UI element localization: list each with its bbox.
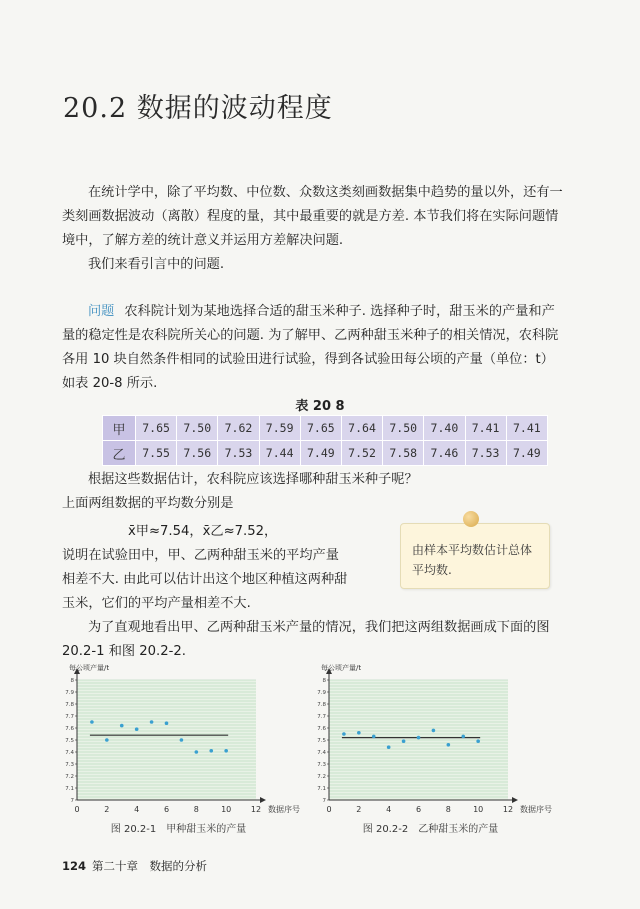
table-row-label: 甲 — [103, 416, 136, 441]
data-point — [150, 720, 154, 724]
x-tick-label: 6 — [415, 805, 422, 814]
table-cell: 7.65 — [136, 416, 177, 441]
x-axis-arrow-icon — [260, 797, 266, 803]
table-cell: 7.50 — [383, 416, 424, 441]
table-cell: 7.49 — [506, 441, 547, 466]
data-point — [342, 732, 346, 736]
table-cell: 7.55 — [136, 441, 177, 466]
x-tick-label: 8 — [193, 805, 199, 814]
data-point — [402, 739, 406, 743]
x-axis-arrow-icon — [512, 797, 518, 803]
data-point — [461, 735, 465, 739]
table-title: 表 20 8 — [295, 399, 345, 414]
y-tick-label: 7.5 — [317, 738, 326, 744]
y-axis-label: 每公顷产量/t — [69, 664, 110, 672]
x-tick-label: 4 — [134, 805, 140, 814]
y-tick-label: 7.9 — [65, 690, 74, 696]
y-tick-label: 7.6 — [65, 726, 74, 732]
conclusion-line-1: 说明在试验田中，甲、乙两种甜玉米的平均产量 — [62, 548, 339, 563]
data-point — [447, 743, 451, 747]
data-point — [195, 750, 199, 754]
chapter-title: 第二十章 数据的分析 — [92, 859, 208, 873]
y-tick-label: 7.6 — [317, 726, 326, 732]
table-cell: 7.41 — [506, 416, 547, 441]
y-tick-label: 7.8 — [65, 702, 74, 708]
data-point — [165, 721, 169, 725]
x-tick-label: 6 — [163, 805, 170, 814]
table-cell: 7.56 — [177, 441, 218, 466]
problem-text: 农科院计划为某地选择合适的甜玉米种子. 选择种子时，甜玉米的产量和产量的稳定性是农科院所关心的问题. 为了解甲、乙两种甜玉米种子的相关情况，农科院各用 10 块自然条件相同的试验田进行试验，得到各试验田每公顷的产量（单位：t）如表 20-8 所示. — [62, 304, 559, 391]
table-cell: 7.59 — [259, 416, 300, 441]
problem-tag: 问题 — [88, 304, 115, 319]
y-tick-label: 7.2 — [317, 774, 326, 780]
page-number: 124 — [62, 859, 87, 873]
mean-formula: x̄甲≈7.54，x̄乙≈7.52， — [128, 524, 278, 539]
x-tick-label: 10 — [473, 805, 484, 814]
y-tick-label: 8 — [322, 678, 326, 684]
page-footer — [62, 858, 207, 874]
table-cell: 7.58 — [383, 441, 424, 466]
y-tick-label: 7.3 — [65, 762, 74, 768]
table-cell: 7.52 — [341, 441, 382, 466]
conclusion-line-3: 玉米，它们的平均产量相差不大. — [62, 596, 251, 611]
table-cell: 7.50 — [177, 416, 218, 441]
x-tick-label: 0 — [326, 805, 332, 814]
y-tick-label: 7.1 — [317, 786, 326, 792]
y-tick-label: 7.3 — [317, 762, 326, 768]
y-tick-label: 7.7 — [317, 714, 326, 720]
question-line: 根据这些数据估计，农科院应该选择哪种甜玉米种子呢？ — [88, 472, 418, 487]
data-point — [372, 735, 376, 739]
y-tick-label: 7.9 — [317, 690, 326, 696]
x-axis-label: 数据序号 — [520, 805, 552, 814]
problem-paragraph — [62, 300, 567, 396]
y-tick-label: 7.7 — [65, 714, 74, 720]
chart-caption: 图 20.2-2 乙种甜玉米的产量 — [362, 824, 499, 835]
y-tick-label: 8 — [70, 678, 74, 684]
table-cell: 7.65 — [300, 416, 341, 441]
x-tick-label: 10 — [221, 805, 232, 814]
table-cell: 7.41 — [465, 416, 506, 441]
data-point — [105, 738, 109, 742]
table-cell: 7.64 — [341, 416, 382, 441]
table-row — [103, 416, 548, 441]
x-tick-label: 12 — [502, 805, 514, 814]
scatter-chart-1 — [60, 662, 320, 847]
y-tick-label: 7.4 — [65, 750, 74, 756]
yield-table — [102, 415, 548, 466]
y-tick-label: 7 — [70, 798, 74, 804]
x-tick-label: 0 — [74, 805, 80, 814]
table-cell: 7.44 — [259, 441, 300, 466]
y-tick-label: 7.1 — [65, 786, 74, 792]
table-cell: 7.49 — [300, 441, 341, 466]
chart-caption: 图 20.2-1 甲种甜玉米的产量 — [110, 824, 247, 835]
x-axis-label: 数据序号 — [268, 805, 300, 814]
y-tick-label: 7.8 — [317, 702, 326, 708]
section-title: 20.2 数据的波动程度 — [63, 93, 333, 124]
data-point — [476, 739, 480, 743]
y-tick-label: 7.4 — [317, 750, 326, 756]
y-tick-label: 7.5 — [65, 738, 74, 744]
conclusion-line-2: 相差不大. 由此可以估计出这个地区种植这两种甜 — [62, 572, 348, 587]
table-row — [103, 441, 548, 466]
table-cell: 7.46 — [424, 441, 465, 466]
data-point — [432, 729, 436, 733]
x-tick-label: 2 — [356, 805, 362, 814]
table-row-label: 乙 — [103, 441, 136, 466]
data-point — [417, 736, 421, 740]
x-tick-label: 4 — [386, 805, 392, 814]
mean-intro: 上面两组数据的平均数分别是 — [62, 496, 234, 511]
table-cell: 7.53 — [465, 441, 506, 466]
margin-note-text: 由样本平均数估计总体平均数. — [412, 543, 533, 577]
intro-paragraph: 在统计学中，除了平均数、中位数、众数这类刻画数据集中趋势的量以外，还有一类刻画数据波动（离散）程度的量，其中最重要的就是方差. 本节我们将在实际问题情境中，了解方差的统计意义并运用方差解决问题. — [62, 185, 563, 248]
data-point — [180, 738, 184, 742]
data-point — [224, 749, 228, 753]
y-tick-label: 7.2 — [65, 774, 74, 780]
data-point — [120, 724, 124, 728]
table-cell: 7.53 — [218, 441, 259, 466]
data-point — [135, 727, 139, 731]
x-tick-label: 12 — [250, 805, 262, 814]
data-point — [357, 731, 361, 735]
scatter-chart-2 — [312, 662, 572, 847]
data-point — [90, 720, 94, 724]
x-tick-label: 8 — [445, 805, 451, 814]
data-point — [387, 745, 391, 749]
intro-followup: 我们来看引言中的问题. — [88, 257, 225, 272]
data-point — [209, 749, 213, 753]
table-cell: 7.40 — [424, 416, 465, 441]
table-cell: 7.62 — [218, 416, 259, 441]
y-tick-label: 7 — [322, 798, 326, 804]
x-tick-label: 2 — [104, 805, 110, 814]
y-axis-label: 每公顷产量/t — [321, 664, 362, 672]
chart-intro-paragraph: 为了直观地看出甲、乙两种甜玉米产量的情况，我们把这两组数据画成下面的图 20.2-1 和图 20.2-2. — [62, 620, 550, 659]
pin-icon — [463, 511, 479, 527]
